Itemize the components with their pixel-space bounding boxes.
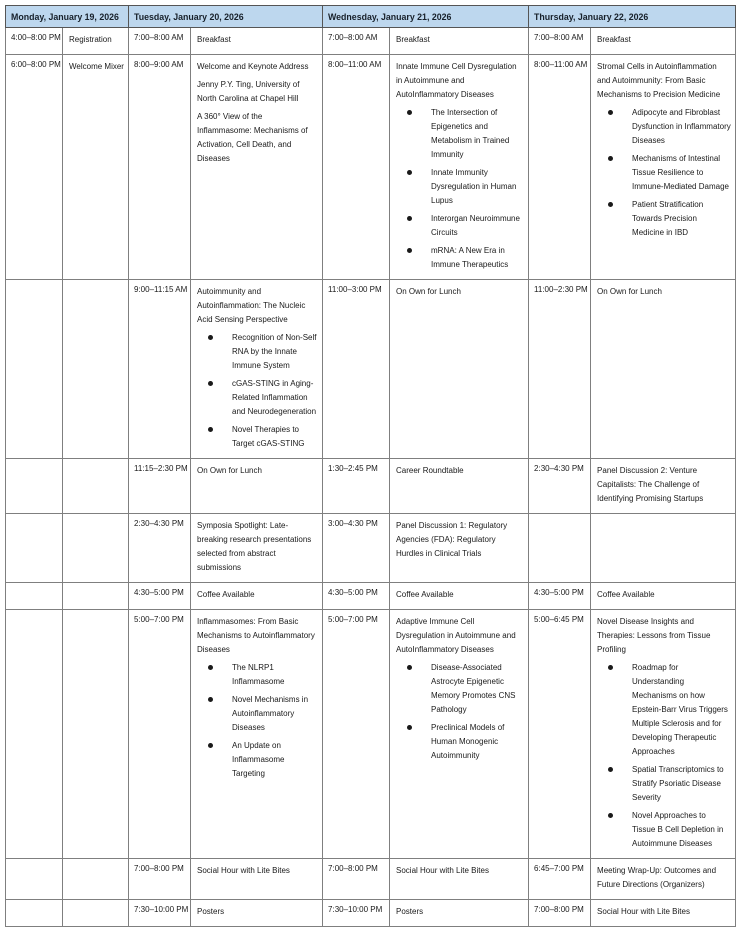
bullet-item	[396, 212, 524, 240]
schedule-row	[6, 55, 736, 280]
time-cell: 4:30–5:00 PM	[529, 583, 591, 610]
bullet-item	[396, 244, 524, 272]
bullet-item	[597, 152, 731, 194]
event-text: Social Hour with Lite Bites	[197, 866, 290, 875]
event-text: Posters	[197, 907, 225, 916]
time-cell: 5:00–7:00 PM	[129, 610, 191, 859]
bullet-item	[197, 693, 318, 735]
event-cell	[191, 459, 323, 514]
event-cell	[591, 610, 736, 859]
bullet-item	[197, 423, 318, 451]
event-cell	[191, 610, 323, 859]
day-header: Monday, January 19, 2026	[6, 6, 129, 28]
event-cell	[390, 900, 529, 927]
event-text: Panel Discussion 2: Venture Capitalists: The Challenge of Identifying Promising Startups	[597, 466, 704, 503]
event-cell	[63, 55, 129, 280]
event-cell	[390, 514, 529, 583]
bullet-icon	[608, 156, 613, 161]
event-cell	[191, 55, 323, 280]
event-text: On Own for Lunch	[396, 287, 461, 296]
time-cell	[6, 859, 63, 900]
bullet-text: An Update on Inflammasome Targeting	[232, 741, 285, 778]
event-text: A 360° View of the Inflammasome: Mechanisms of Activation, Cell Death, and Diseases	[197, 112, 308, 163]
event-cell	[591, 28, 736, 55]
event-cell	[63, 859, 129, 900]
bullet-text: Spatial Transcriptomics to Stratify Psoriatic Disease Severity	[632, 765, 724, 802]
time-cell: 11:15–2:30 PM	[129, 459, 191, 514]
event-cell	[390, 583, 529, 610]
time-cell: 9:00–11:15 AM	[129, 280, 191, 459]
bullet-icon	[608, 813, 613, 818]
event-cell	[63, 280, 129, 459]
bullet-icon	[208, 743, 213, 748]
event-cell	[191, 28, 323, 55]
event-text: Innate Immune Cell Dysregulation in Autoimmune and AutoInflammatory Diseases	[396, 62, 517, 99]
event-cell	[390, 55, 529, 280]
bullet-text: mRNA: A New Era in Immune Therapeutics	[431, 246, 509, 269]
time-cell: 6:45–7:00 PM	[529, 859, 591, 900]
event-cell	[591, 55, 736, 280]
bullet-icon	[208, 427, 213, 432]
bullet-icon	[208, 697, 213, 702]
event-text: Welcome Mixer	[69, 62, 124, 71]
day-header: Wednesday, January 21, 2026	[323, 6, 529, 28]
bullet-text: The NLRP1 Inflammasome	[232, 663, 285, 686]
event-text: Social Hour with Lite Bites	[597, 907, 690, 916]
event-text: Jenny P.Y. Ting, University of North Carolina at Chapel Hill	[197, 80, 300, 103]
event-cell	[63, 583, 129, 610]
time-cell: 4:30–5:00 PM	[323, 583, 390, 610]
event-cell	[191, 583, 323, 610]
schedule-body	[6, 28, 736, 927]
bullet-text: Recognition of Non-Self RNA by the Innate Immune System	[232, 333, 317, 370]
event-cell	[191, 900, 323, 927]
bullet-text: Novel Mechanisms in Autoinflammatory Diseases	[232, 695, 309, 732]
event-text: Panel Discussion 1: Regulatory Agencies (FDA): Regulatory Hurdles in Clinical Trials	[396, 521, 508, 558]
event-text: Coffee Available	[396, 590, 454, 599]
time-cell: 7:00–8:00 AM	[529, 28, 591, 55]
day-header: Thursday, January 22, 2026	[529, 6, 736, 28]
schedule-row	[6, 900, 736, 927]
bullet-text: Innate Immunity Dysregulation in Human Lupus	[431, 168, 517, 205]
event-text: Welcome and Keynote Address	[197, 62, 309, 71]
event-text: Posters	[396, 907, 424, 916]
bullet-icon	[208, 381, 213, 386]
bullet-text: cGAS-STING in Aging-Related Inflammation and Neurodegeneration	[232, 379, 317, 416]
time-cell: 7:00–8:00 PM	[323, 859, 390, 900]
bullet-text: Preclinical Models of Human Monogenic Autoimmunity	[431, 723, 505, 760]
event-text: Novel Disease Insights and Therapies: Lessons from Tissue Profiling	[597, 617, 711, 654]
event-text: Registration	[69, 35, 112, 44]
event-cell	[390, 610, 529, 859]
bullet-icon	[407, 665, 412, 670]
event-text: On Own for Lunch	[597, 287, 662, 296]
time-cell: 7:00–8:00 AM	[129, 28, 191, 55]
time-cell: 1:30–2:45 PM	[323, 459, 390, 514]
time-cell: 2:30–4:30 PM	[129, 514, 191, 583]
time-cell: 11:00–3:00 PM	[323, 280, 390, 459]
day-header: Tuesday, January 20, 2026	[129, 6, 323, 28]
bullet-text: Adipocyte and Fibroblast Dysfunction in Inflammatory Diseases	[632, 108, 731, 145]
schedule-row	[6, 514, 736, 583]
event-text: Inflammasomes: From Basic Mechanisms to Autoinflammatory Diseases	[197, 617, 315, 654]
event-text: Autoimmunity and Autoinflammation: The Nucleic Acid Sensing Perspective	[197, 287, 306, 324]
event-cell	[591, 900, 736, 927]
bullet-item	[396, 106, 524, 162]
time-cell: 4:00–8:00 PM	[6, 28, 63, 55]
time-cell: 6:00–8:00 PM	[6, 55, 63, 280]
bullet-icon	[407, 248, 412, 253]
bullet-text: The Intersection of Epigenetics and Metabolism in Trained Immunity	[431, 108, 510, 159]
event-cell	[63, 610, 129, 859]
bullet-text: Novel Therapies to Target cGAS-STING	[232, 425, 305, 448]
time-cell: 7:00–8:00 AM	[323, 28, 390, 55]
event-cell	[390, 459, 529, 514]
bullet-item	[396, 721, 524, 763]
time-cell: 5:00–6:45 PM	[529, 610, 591, 859]
bullet-icon	[407, 170, 412, 175]
time-cell: 7:00–8:00 PM	[129, 859, 191, 900]
event-text: Coffee Available	[197, 590, 255, 599]
bullet-item	[197, 661, 318, 689]
bullet-item	[197, 377, 318, 419]
event-cell	[591, 583, 736, 610]
bullet-item	[197, 331, 318, 373]
event-text: On Own for Lunch	[197, 466, 262, 475]
time-cell: 8:00–11:00 AM	[529, 55, 591, 280]
event-cell	[591, 459, 736, 514]
event-cell	[390, 280, 529, 459]
bullet-icon	[608, 665, 613, 670]
schedule-row	[6, 280, 736, 459]
event-cell	[390, 859, 529, 900]
time-cell	[6, 459, 63, 514]
bullet-item	[597, 661, 731, 759]
bullet-icon	[608, 202, 613, 207]
time-cell: 7:30–10:00 PM	[129, 900, 191, 927]
time-cell	[6, 514, 63, 583]
event-text: Breakfast	[396, 35, 430, 44]
time-cell	[6, 900, 63, 927]
bullet-icon	[407, 110, 412, 115]
bullet-icon	[608, 767, 613, 772]
event-cell	[191, 280, 323, 459]
event-text: Symposia Spotlight: Late-breaking research presentations selected from abstract submissions	[197, 521, 312, 572]
event-text: Breakfast	[597, 35, 631, 44]
time-cell: 5:00–7:00 PM	[323, 610, 390, 859]
bullet-icon	[208, 665, 213, 670]
header-row	[6, 6, 736, 28]
bullet-item	[597, 763, 731, 805]
time-cell: 4:30–5:00 PM	[129, 583, 191, 610]
event-cell	[191, 859, 323, 900]
event-text: Stromal Cells in Autoinflammation and Autoimmunity: From Basic Mechanisms to Precision Medicine	[597, 62, 721, 99]
event-text: Meeting Wrap-Up: Outcomes and Future Directions (Organizers)	[597, 866, 717, 889]
time-cell	[6, 583, 63, 610]
bullet-item	[597, 809, 731, 851]
bullet-text: Interorgan Neuroimmune Circuits	[431, 214, 520, 237]
bullet-text: Mechanisms of Intestinal Tissue Resilience to Immune-Mediated Damage	[632, 154, 729, 191]
bullet-text: Disease-Associated Astrocyte Epigenetic Memory Promotes CNS Pathology	[431, 663, 516, 714]
bullet-icon	[407, 216, 412, 221]
schedule-table	[5, 5, 736, 927]
event-cell	[63, 459, 129, 514]
event-cell	[191, 514, 323, 583]
bullet-item	[597, 198, 731, 240]
event-cell	[63, 900, 129, 927]
event-text: Adaptive Immune Cell Dysregulation in Autoimmune and AutoInflammatory Diseases	[396, 617, 516, 654]
event-cell	[591, 514, 736, 583]
schedule-row	[6, 583, 736, 610]
bullet-item	[396, 166, 524, 208]
time-cell: 7:30–10:00 PM	[323, 900, 390, 927]
event-cell	[63, 514, 129, 583]
event-cell	[390, 28, 529, 55]
bullet-text: Novel Approaches to Tissue B Cell Depletion in Autoimmune Diseases	[632, 811, 724, 848]
event-text: Coffee Available	[597, 590, 655, 599]
time-cell	[6, 280, 63, 459]
bullet-item	[597, 106, 731, 148]
time-cell: 11:00–2:30 PM	[529, 280, 591, 459]
time-cell	[529, 514, 591, 583]
bullet-text: Patient Stratification Towards Precision Medicine in IBD	[632, 200, 704, 237]
event-text: Social Hour with Lite Bites	[396, 866, 489, 875]
bullet-item	[396, 661, 524, 717]
event-cell	[63, 28, 129, 55]
time-cell	[6, 610, 63, 859]
event-cell	[591, 859, 736, 900]
bullet-icon	[208, 335, 213, 340]
event-text: Breakfast	[197, 35, 231, 44]
time-cell: 8:00–11:00 AM	[323, 55, 390, 280]
schedule-row	[6, 459, 736, 514]
bullet-text: Roadmap for Understanding Mechanisms on how Epstein-Barr Virus Triggers Multiple Sclerosis and for Developing Therapeutic Approaches	[632, 663, 728, 756]
time-cell: 7:00–8:00 PM	[529, 900, 591, 927]
bullet-item	[197, 739, 318, 781]
event-cell	[591, 280, 736, 459]
event-text: Career Roundtable	[396, 466, 464, 475]
time-cell: 2:30–4:30 PM	[529, 459, 591, 514]
time-cell: 8:00–9:00 AM	[129, 55, 191, 280]
time-cell: 3:00–4:30 PM	[323, 514, 390, 583]
schedule-row	[6, 28, 736, 55]
schedule-row	[6, 610, 736, 859]
schedule-row	[6, 859, 736, 900]
bullet-icon	[608, 110, 613, 115]
